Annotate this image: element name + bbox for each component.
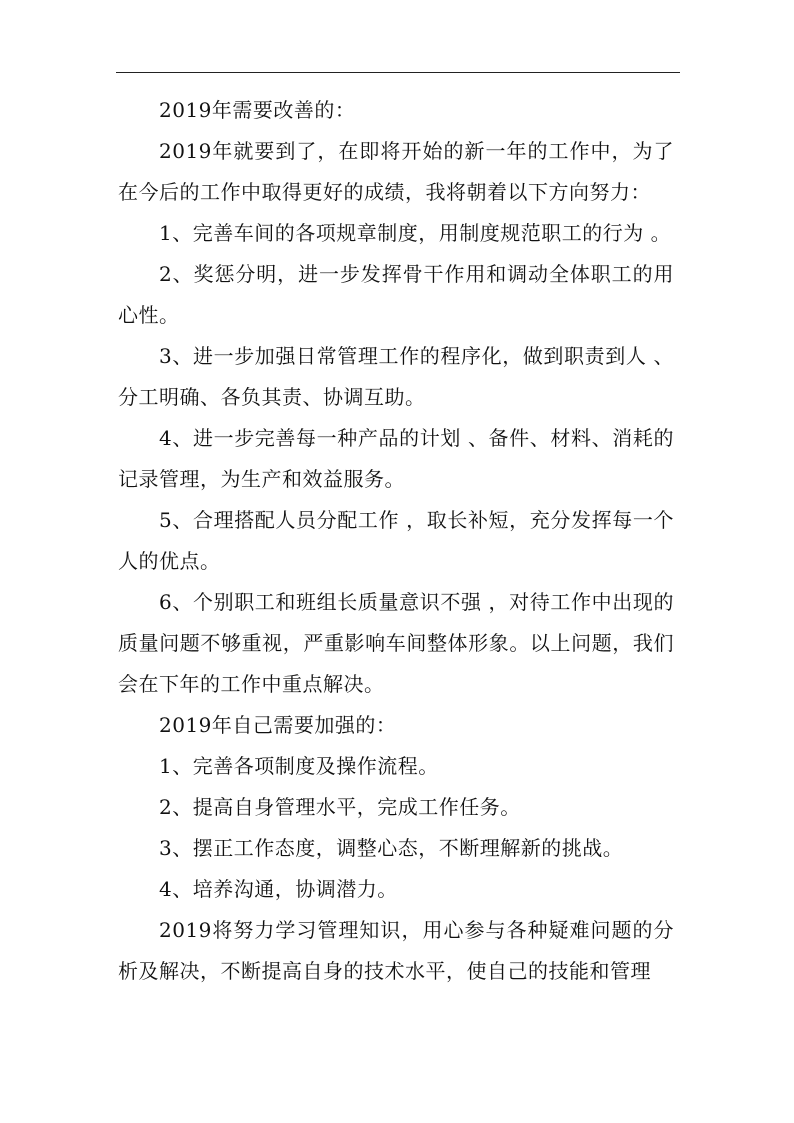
header-rule xyxy=(116,72,680,73)
improvement-item-1: 1、完善车间的各项规章制度，用制度规范职工的行为 。 xyxy=(159,221,672,245)
improvement-item-5: 5、合理搭配人员分配工作 ，取长补短，充分发挥每一个人的优点。 xyxy=(118,508,674,573)
section-heading-improvements: 2019年需要改善的： xyxy=(159,98,356,122)
section-heading-strengthen: 2019年自己需要加强的： xyxy=(159,713,397,737)
improvement-item-2: 2、奖惩分明，进一步发挥骨干作用和调动全体职工的用心性。 xyxy=(118,262,674,327)
improvement-item-6: 6、个别职工和班组长质量意识不强 ，对待工作中出现的质量问题不够重视，严重影响车间整体形象。以上问题，我们会在下年的工作中重点解决。 xyxy=(118,590,674,696)
strengthen-item-2: 2、提高自身管理水平，完成工作任务。 xyxy=(159,795,521,819)
improvement-item-4: 4、进一步完善每一种产品的计划 、备件、材料、消耗的记录管理，为生产和效益服务。 xyxy=(118,426,674,491)
strengthen-item-4: 4、培养沟通，协调潜力。 xyxy=(159,877,398,901)
strengthen-item-3: 3、摆正工作态度，调整心态，不断理解新的挑战。 xyxy=(159,836,624,860)
strengthen-item-1: 1、完善各项制度及操作流程。 xyxy=(159,754,439,778)
closing-paragraph: 2019将努力学习管理知识，用心参与各种疑难问题的分析及解决，不断提高自身的技术水平，使自己的技能和管理 xyxy=(118,918,674,983)
intro-paragraph: 2019年就要到了，在即将开始的新一年的工作中，为了在今后的工作中取得更好的成绩，我将朝着以下方向努力： xyxy=(118,139,674,204)
improvement-item-3: 3、进一步加强日常管理工作的程序化，做到职责到人 、分工明确、各负其责、协调互助。 xyxy=(118,344,674,409)
document-body xyxy=(118,90,674,992)
